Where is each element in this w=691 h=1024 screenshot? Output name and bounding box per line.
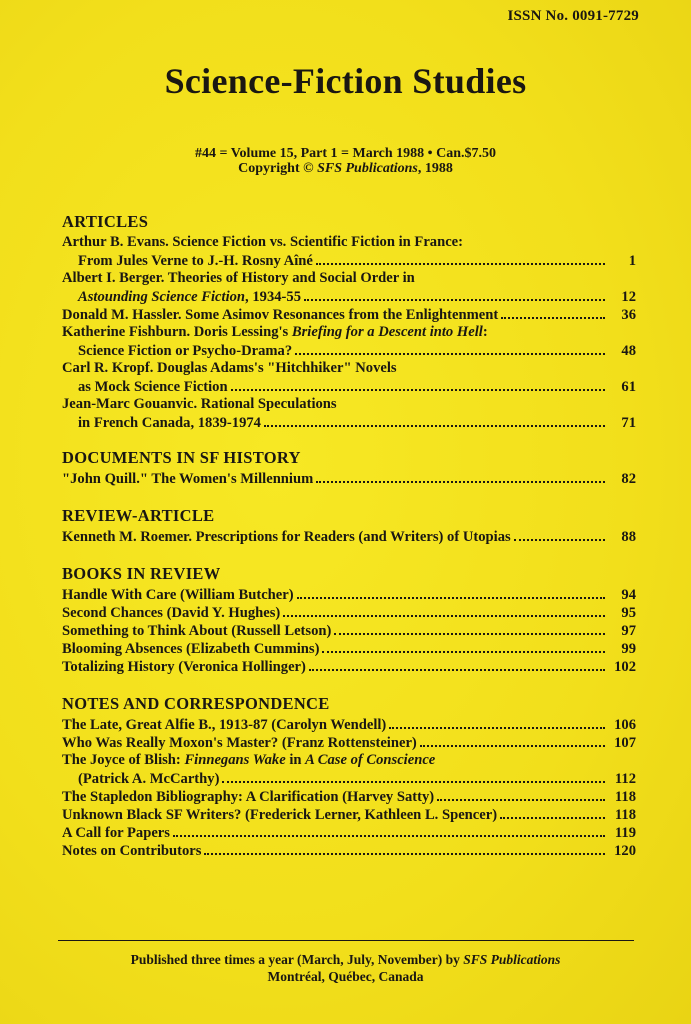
dot-leader (264, 413, 605, 427)
toc-entry (62, 805, 636, 823)
section-spacer (62, 675, 636, 693)
dot-leader (309, 657, 605, 671)
entry-text (62, 359, 397, 377)
toc-entry (62, 269, 636, 305)
entry-line (62, 585, 636, 603)
dot-leader (420, 733, 605, 747)
toc-entry (62, 469, 636, 487)
text-segment: The Stapledon Bibliography: A Clarification (Harvey Satty) (62, 789, 435, 805)
entry-line (62, 469, 636, 487)
text-segment: (Patrick A. McCarthy) (78, 771, 220, 787)
entry-line (62, 413, 636, 431)
dot-leader (501, 305, 605, 319)
entry-line (62, 305, 636, 323)
dot-leader (297, 585, 605, 599)
entry-line (62, 527, 636, 545)
text-segment: Arthur B. Evans. Science Fiction vs. Scientific Fiction in France: (62, 234, 464, 250)
toc-entry (62, 395, 636, 431)
entry-line (62, 341, 636, 359)
toc-entry (62, 233, 636, 269)
text-segment: Totalizing History (Veronica Hollinger) (62, 659, 306, 675)
frequency-text: Published three times a year (March, July, November) by (130, 952, 464, 967)
text-segment: Kenneth M. Roemer. Prescriptions for Readers (and Writers) of Utopias (62, 529, 511, 545)
entry-text (62, 586, 294, 604)
text-segment: Donald M. Hassler. Some Asimov Resonances from the Enlightenment (62, 307, 499, 323)
entry-text (62, 528, 511, 546)
entry-line (62, 751, 636, 769)
toc-entry (62, 305, 636, 323)
toc-entry (62, 733, 636, 751)
page-number: 118 (614, 789, 636, 805)
section-heading: REVIEW-ARTICLE (62, 506, 215, 525)
text-segment: Albert I. Berger. Theories of History and Social Order in (62, 270, 415, 286)
text-segment: , 1934-55 (245, 289, 301, 305)
entry-line (62, 269, 636, 287)
toc-entry (62, 715, 636, 733)
entry-line (62, 251, 636, 269)
text-segment: Second Chances (David Y. Hughes) (62, 605, 281, 621)
entry-line (62, 603, 636, 621)
page-number: 61 (621, 379, 636, 395)
entry-line (62, 233, 636, 251)
toc-section (62, 505, 636, 563)
entry-line (62, 823, 636, 841)
section-spacer (62, 545, 636, 563)
entry-line (62, 841, 636, 859)
text-segment: Who Was Really Moxon's Master? (Franz Rottensteiner) (62, 735, 417, 751)
entry-line (62, 769, 636, 787)
text-segment: Carl R. Kropf. Douglas Adams's "Hitchhiker" Novels (62, 360, 397, 376)
entry-text (78, 342, 292, 360)
entry-text (78, 770, 219, 788)
text-segment: Handle With Care (William Butcher) (62, 587, 294, 603)
entry-line (62, 287, 636, 305)
entry-text (62, 323, 488, 341)
italic-title: A Case of Conscience (305, 752, 436, 768)
entry-line (62, 657, 636, 675)
page-number: 88 (621, 529, 636, 545)
page-number: 1 (628, 253, 636, 269)
text-segment: in (285, 752, 306, 768)
page-number: 107 (614, 735, 636, 751)
section-heading: ARTICLES (62, 212, 149, 231)
publication-frequency (0, 952, 691, 968)
entry-line (62, 733, 636, 751)
entry-text (62, 824, 170, 842)
dot-leader (437, 787, 605, 801)
dot-leader (204, 841, 605, 855)
publisher-location: Montréal, Québec, Canada (267, 969, 424, 984)
toc-entry (62, 585, 636, 603)
entry-text (62, 788, 434, 806)
toc-entry (62, 823, 636, 841)
page-number: 112 (614, 771, 636, 787)
text-segment: in French Canada, 1839-1974 (78, 415, 261, 431)
toc-entry (62, 787, 636, 805)
text-segment: Katherine Fishburn. Doris Lessing's (62, 324, 292, 340)
page-number: 48 (621, 343, 636, 359)
toc-section (62, 447, 636, 505)
page-number: 36 (621, 307, 636, 323)
entry-text (62, 233, 463, 251)
toc-entry (62, 323, 636, 359)
toc-entry (62, 359, 636, 395)
toc-entry (62, 639, 636, 657)
footer-divider (58, 940, 634, 941)
toc-entry (62, 527, 636, 545)
entry-text (62, 806, 497, 824)
entry-line (62, 715, 636, 733)
copyright-suffix: , 1988 (417, 161, 453, 176)
dot-leader (322, 639, 605, 653)
entry-text (62, 470, 313, 488)
text-segment: Jean-Marc Gouanvic. Rational Speculations (62, 396, 337, 412)
entry-line (62, 621, 636, 639)
toc-entry (62, 621, 636, 639)
text-segment: as Mock Science Fiction (78, 379, 228, 395)
text-segment: The Late, Great Alfie B., 1913-87 (Carolyn Wendell) (62, 717, 387, 733)
entry-text (78, 378, 228, 396)
entry-line (62, 359, 636, 377)
entry-line (62, 787, 636, 805)
table-of-contents (62, 211, 636, 859)
section-heading: BOOKS IN REVIEW (62, 564, 221, 583)
page-number: 120 (614, 843, 636, 859)
dot-leader (173, 823, 605, 837)
dot-leader (304, 287, 605, 301)
entry-text (62, 269, 415, 287)
footer-publisher: SFS Publications (463, 952, 561, 967)
entry-text (78, 252, 313, 270)
issue-info: #44 = Volume 15, Part 1 = March 1988 • Can.$7.50 (195, 146, 496, 161)
page-number: 106 (614, 717, 636, 733)
entry-text (62, 306, 498, 324)
toc-entry (62, 603, 636, 621)
text-segment: Blooming Absences (Elizabeth Cummins) (62, 641, 320, 657)
page-number: 82 (621, 471, 636, 487)
entry-text (62, 734, 417, 752)
entry-text (62, 640, 319, 658)
dot-leader (514, 527, 605, 541)
text-segment: Something to Think About (Russell Letson) (62, 623, 332, 639)
issn-number: ISSN No. 0091-7729 (507, 8, 639, 24)
entry-text (62, 622, 331, 640)
page-number: 94 (621, 587, 636, 603)
dot-leader (334, 621, 605, 635)
toc-entry (62, 657, 636, 675)
section-spacer (62, 487, 636, 505)
toc-section (62, 693, 636, 859)
journal-title: Science-Fiction Studies (164, 61, 527, 101)
entry-text (62, 658, 306, 676)
entry-line (62, 377, 636, 395)
toc-entry (62, 751, 636, 787)
text-segment: Unknown Black SF Writers? (Frederick Lerner, Kathleen L. Spencer) (62, 807, 498, 823)
entry-line (62, 323, 636, 341)
entry-line (62, 639, 636, 657)
section-spacer (62, 431, 636, 447)
text-segment: From Jules Verne to J.-H. Rosny Aîné (78, 253, 313, 269)
dot-leader (231, 377, 605, 391)
page-number: 99 (621, 641, 636, 657)
entry-text (78, 288, 301, 306)
italic-title: Briefing for a Descent into Hell (291, 324, 483, 340)
copyright-publisher: SFS Publications (317, 161, 418, 176)
page-number: 118 (614, 807, 636, 823)
dot-leader (316, 469, 605, 483)
entry-text (62, 842, 201, 860)
entry-line (62, 395, 636, 413)
toc-entry (62, 841, 636, 859)
copyright-prefix: Copyright © (238, 161, 318, 176)
dot-leader (389, 715, 605, 729)
entry-text (78, 414, 261, 432)
page-number: 12 (621, 289, 636, 305)
text-segment: "John Quill." The Women's Millennium (62, 471, 314, 487)
italic-title: Astounding Science Fiction (78, 289, 246, 305)
toc-section (62, 563, 636, 693)
dot-leader (500, 805, 605, 819)
entry-line (62, 805, 636, 823)
entry-text (62, 751, 435, 769)
dot-leader (283, 603, 605, 617)
dot-leader (222, 769, 605, 783)
toc-section (62, 211, 636, 447)
dot-leader (316, 251, 605, 265)
entry-text (62, 395, 337, 413)
entry-text (62, 716, 386, 734)
page-number: 71 (621, 415, 636, 431)
page-number: 95 (621, 605, 636, 621)
section-heading: NOTES AND CORRESPONDENCE (62, 694, 330, 713)
copyright-line (0, 161, 691, 176)
section-heading: DOCUMENTS IN SF HISTORY (62, 448, 301, 467)
page-number: 119 (614, 825, 636, 841)
text-segment: The Joyce of Blish: (62, 752, 185, 768)
text-segment: Notes on Contributors (62, 843, 202, 859)
text-segment: Science Fiction or Psycho-Drama? (78, 343, 293, 359)
page-number: 97 (621, 623, 636, 639)
dot-leader (295, 341, 605, 355)
page-number: 102 (614, 659, 636, 675)
text-segment: : (482, 324, 488, 340)
text-segment: A Call for Papers (62, 825, 170, 841)
entry-text (62, 604, 280, 622)
italic-title: Finnegans Wake (184, 752, 286, 768)
